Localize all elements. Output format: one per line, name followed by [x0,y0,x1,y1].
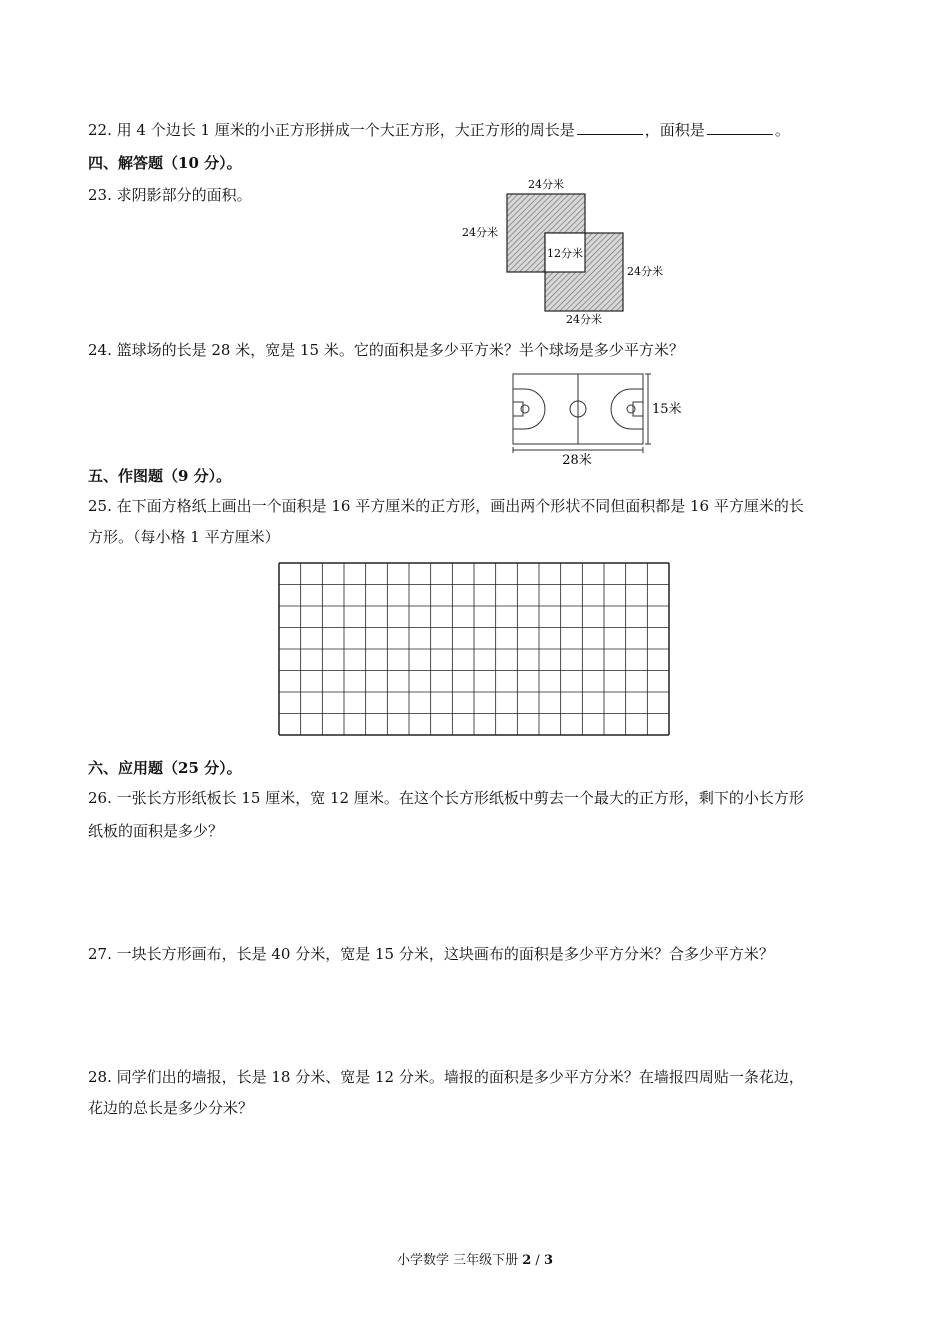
question-23-text: 23. 求阴影部分的面积。 [88,186,252,204]
right-hoop [627,405,635,413]
answer-blank-area[interactable] [707,120,773,135]
page-footer [0,1249,950,1268]
label-left: 24分米 [462,226,498,239]
footer-page-number: 2 [522,1253,532,1268]
question-22-text-a: 22. 用 4 个边长 1 厘米的小正方形拼成一个大正方形，大正方形的周长是 [88,121,575,139]
footer-subject: 小学数学 三年级下册 [396,1253,523,1268]
length-label: 28米 [562,453,592,468]
section-4-heading: 四、解答题（10 分）。 [88,154,242,172]
question-22-text-b: ，面积是 [644,121,705,139]
footer-separator: / [531,1253,544,1268]
label-top: 24分米 [528,178,564,191]
footer-page-total: 3 [543,1253,553,1268]
label-bottom: 24分米 [566,313,602,326]
question-27-text: 27. 一块长方形画布，长是 40 分米，宽是 15 分米，这块画布的面积是多少平方分米？合多少平方米？ [88,945,774,963]
question-28-line-1: 28. 同学们出的墙报，长是 18 分米、宽是 12 分米。墙报的面积是多少平方分米？在墙报四周贴一条花边， [88,1068,804,1086]
question-25-line-2: 方形。（每小格 1 平方厘米） [88,528,280,546]
question-24-text: 24. 篮球场的长是 28 米，宽是 15 米。它的面积是多少平方米？半个球场是多少平方米？ [88,341,684,359]
section-6-heading: 六、应用题（25 分）。 [88,759,242,777]
section-5-heading: 五、作图题（9 分）。 [88,467,232,485]
answer-blank-perimeter[interactable] [577,120,643,135]
shaded-overlap-figure [455,172,685,330]
label-center: 12分米 [547,247,583,260]
square-grid-paper[interactable] [278,562,670,736]
label-right: 24分米 [627,265,663,278]
question-26-line-2: 纸板的面积是多少？ [88,822,224,840]
question-22 [88,120,790,140]
question-28-line-2: 花边的总长是多少分米？ [88,1099,254,1117]
question-26-line-1: 26. 一张长方形纸板长 15 厘米，宽 12 厘米。在这个长方形纸板中剪去一个最大的正方形，剩下的小长方形 [88,789,804,807]
width-label: 15米 [652,402,682,417]
question-25-line-1: 25. 在下面方格纸上画出一个面积是 16 平方厘米的正方形，画出两个形状不同但面积都是 16 平方厘米的长 [88,497,804,515]
question-22-text-c: 。 [774,121,790,139]
basketball-court-figure [505,368,695,468]
left-hoop [521,405,529,413]
